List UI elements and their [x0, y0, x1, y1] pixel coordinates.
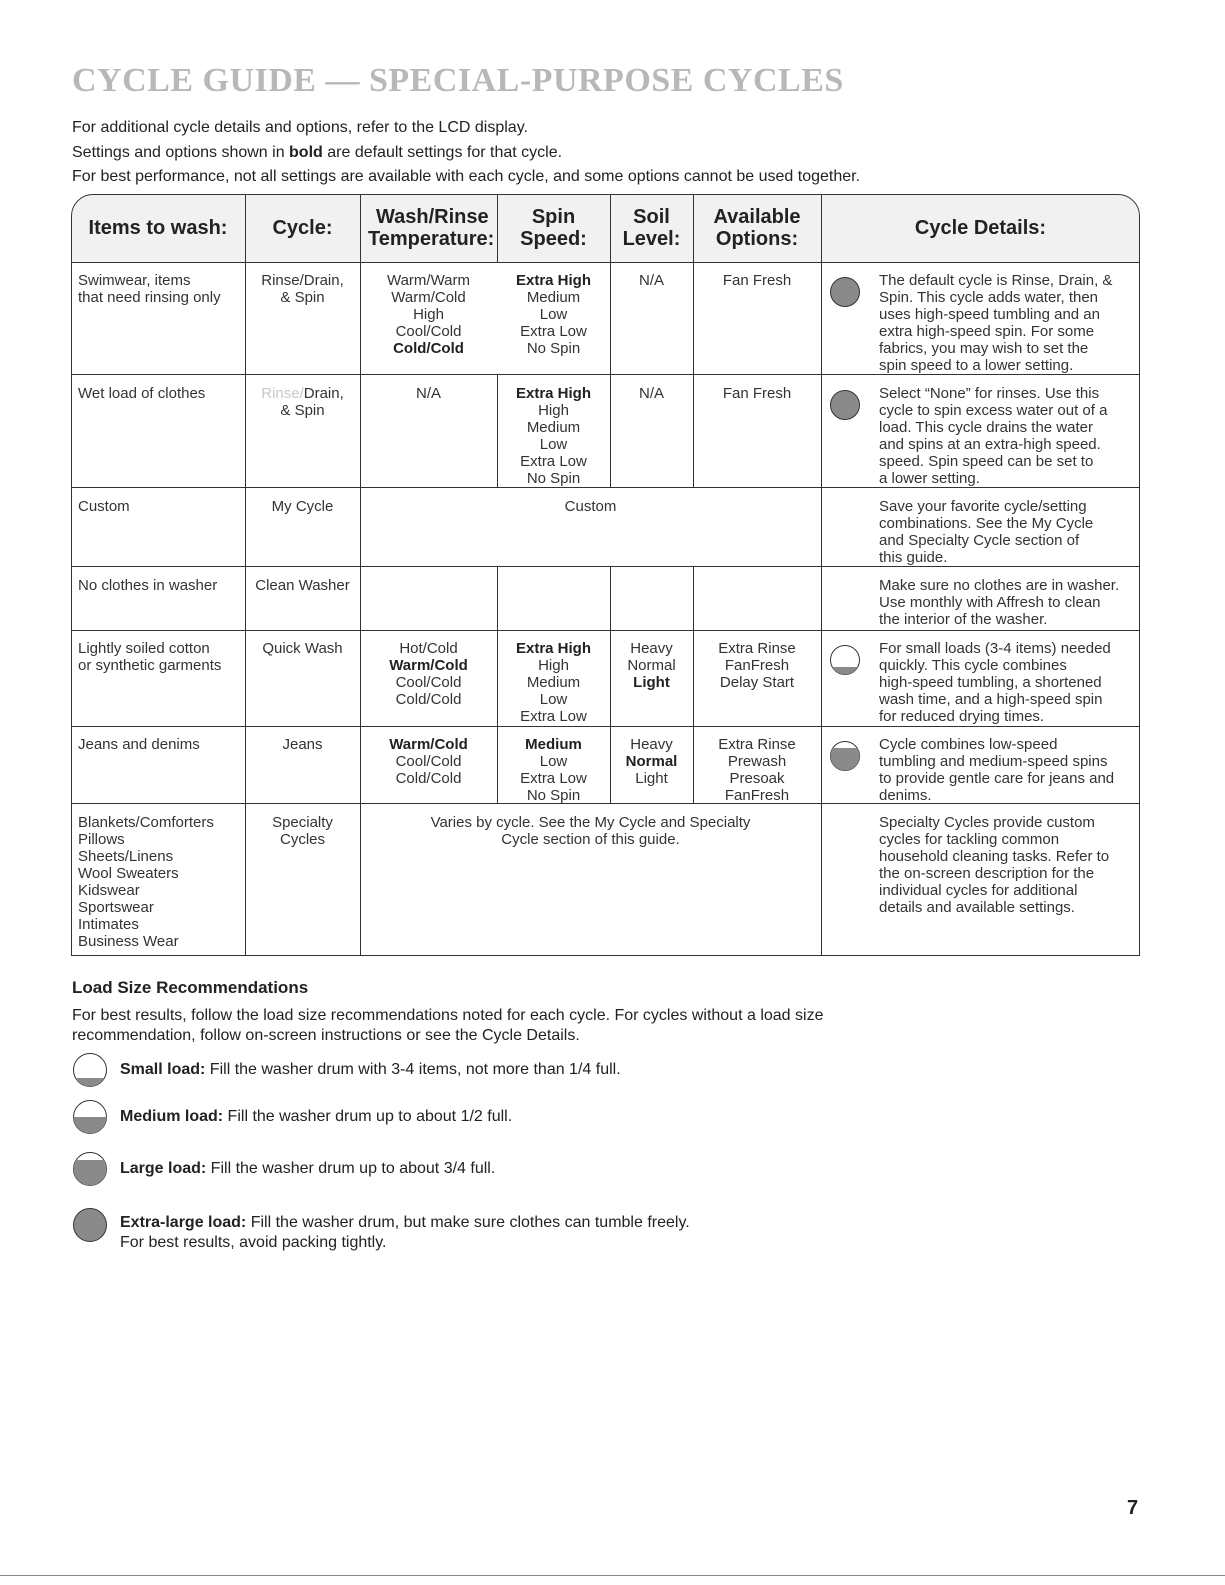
extra-large-load-icon: [72, 1207, 108, 1243]
row-cycle: Jeans: [282, 736, 323, 753]
row-details: Specialty Cycles provide custom cycles for tackling common household cleaning tasks. Refer to the on-screen description for the individual cycles for additional details and available settings.: [879, 814, 1110, 916]
intro-line-3: For best performance, not all settings are available with each cycle, and some options cannot be used together.: [72, 168, 861, 185]
row-cycle: Rinse/Drain, & Spin: [261, 385, 344, 419]
row-temperature: Warm/Cold Cool/Cold Cold/Cold: [389, 736, 468, 787]
col-divider: [610, 194, 611, 487]
row-temperature: Hot/Cold Warm/Cold Cool/Cold Cold/Cold: [389, 640, 468, 708]
row-options: Fan Fresh: [722, 272, 792, 289]
small-load-icon: [829, 644, 861, 676]
row-cycle: Quick Wash: [262, 640, 343, 657]
row-soil: Heavy Normal Light: [627, 640, 676, 691]
row-spin: Medium Low Extra Low No Spin: [520, 736, 587, 804]
page-number: 7: [1127, 1497, 1139, 1519]
large-load-icon: [829, 740, 861, 772]
row-details: The default cycle is Rinse, Drain, & Spin. This cycle adds water, then uses high-speed tumbling and an extra high-speed spin. For some fabrics, you may wish to set the spin speed to a lower setting.: [879, 272, 1113, 374]
intro-line-1: For additional cycle details and options, refer to the LCD display.: [72, 119, 528, 136]
row-cycle: Rinse/Drain, & Spin: [261, 272, 344, 306]
row-divider: [71, 726, 1140, 727]
row-merged-settings: Varies by cycle. See the My Cycle and Specialty Cycle section of this guide.: [430, 814, 751, 848]
row-divider: [71, 566, 1140, 567]
header-details: Cycle Details:: [914, 217, 1047, 239]
row-soil: Heavy Normal Light: [625, 736, 678, 787]
row-cycle: Clean Washer: [255, 577, 350, 594]
load-size-section: [72, 978, 823, 1046]
row-items: Jeans and denims: [78, 736, 200, 753]
row-divider: [71, 487, 1140, 488]
extra-large-load-icon: [829, 276, 861, 308]
row-spin: Extra High Medium Low Extra Low No Spin: [515, 272, 591, 357]
row-temperature: N/A: [415, 385, 441, 402]
cycle-guide-table: [71, 194, 1140, 956]
intro-line-2: Settings and options shown in bold are default settings for that cycle.: [72, 143, 563, 161]
extra-large-load-icon: [829, 389, 861, 421]
row-divider: [71, 374, 1140, 375]
load-size-heading: Load Size Recommendations: [72, 978, 309, 997]
header-options: Available Options:: [713, 206, 801, 250]
row-items: Lightly soiled cotton or synthetic garments: [78, 640, 222, 674]
row-details: For small loads (3-4 items) needed quickly. This cycle combines high-speed tumbling, a shortened wash time, and a high-speed spin for reduced drying times.: [879, 640, 1111, 725]
row-details: Cycle combines low-speed tumbling and medium-speed spins to provide gentle care for jeans and denims.: [879, 736, 1115, 804]
row-items: Blankets/Comforters Pillows Sheets/Linens Wool Sweaters Kidswear Sportswear Intimates Business Wear: [78, 814, 214, 950]
row-cycle: My Cycle: [271, 498, 334, 515]
row-items: Swimwear, items that need rinsing only: [78, 272, 221, 306]
row-merged-settings: Custom: [564, 498, 617, 515]
large-load-icon: [72, 1151, 108, 1187]
intro-text: [72, 116, 860, 190]
row-items: Wet load of clothes: [78, 385, 206, 402]
header-spin: Spin Speed:: [520, 206, 587, 250]
bottom-rule: [0, 1575, 1225, 1576]
row-options: Fan Fresh: [722, 385, 792, 402]
col-divider: [821, 194, 822, 956]
header-items: Items to wash:: [88, 217, 228, 239]
load-size-para-2: recommendation, follow on-screen instructions or see the Cycle Details.: [72, 1027, 580, 1044]
header-cycle: Cycle:: [272, 217, 333, 239]
row-divider: [71, 630, 1140, 631]
row-spin: Extra High High Medium Low Extra Low: [515, 640, 591, 725]
row-details: Save your favorite cycle/setting combinations. See the My Cycle and Specialty Cycle section of this guide.: [879, 498, 1094, 566]
row-items: No clothes in washer: [78, 577, 218, 594]
row-cycle: Specialty Cycles: [272, 814, 333, 848]
row-spin: Extra High High Medium Low Extra Low No Spin: [515, 385, 591, 487]
load-size-para-1: For best results, follow the load size recommendations noted for each cycle. For cycles without a load size: [72, 1007, 824, 1024]
row-soil: N/A: [638, 272, 664, 289]
row-details: Make sure no clothes are in washer. Use monthly with Affresh to clean the interior of the washer.: [879, 577, 1120, 628]
col-divider: [693, 194, 694, 487]
medium-load-icon: [72, 1099, 108, 1135]
header-soil: Soil Level:: [622, 206, 681, 250]
row-options: Extra Rinse Prewash Presoak FanFresh: [718, 736, 796, 804]
header-temperature: Wash/Rinse Temperature:: [368, 206, 495, 250]
row-temperature: Warm/Warm Warm/Cold High Cool/Cold Cold/Cold: [386, 272, 471, 357]
row-options: Extra Rinse FanFresh Delay Start: [718, 640, 796, 691]
page-title: CYCLE GUIDE — SPECIAL-PURPOSE CYCLES: [72, 62, 844, 99]
row-soil: N/A: [638, 385, 664, 402]
row-divider: [71, 262, 1140, 263]
col-divider: [497, 194, 498, 262]
row-details: Select “None” for rinses. Use this cycle to spin excess water out of a load. This cycle drains the water and spins at an extra-high speed. speed. Spin speed can be set to a lower setting.: [879, 385, 1108, 487]
row-items: Custom: [78, 498, 130, 515]
small-load-icon: [72, 1052, 108, 1088]
